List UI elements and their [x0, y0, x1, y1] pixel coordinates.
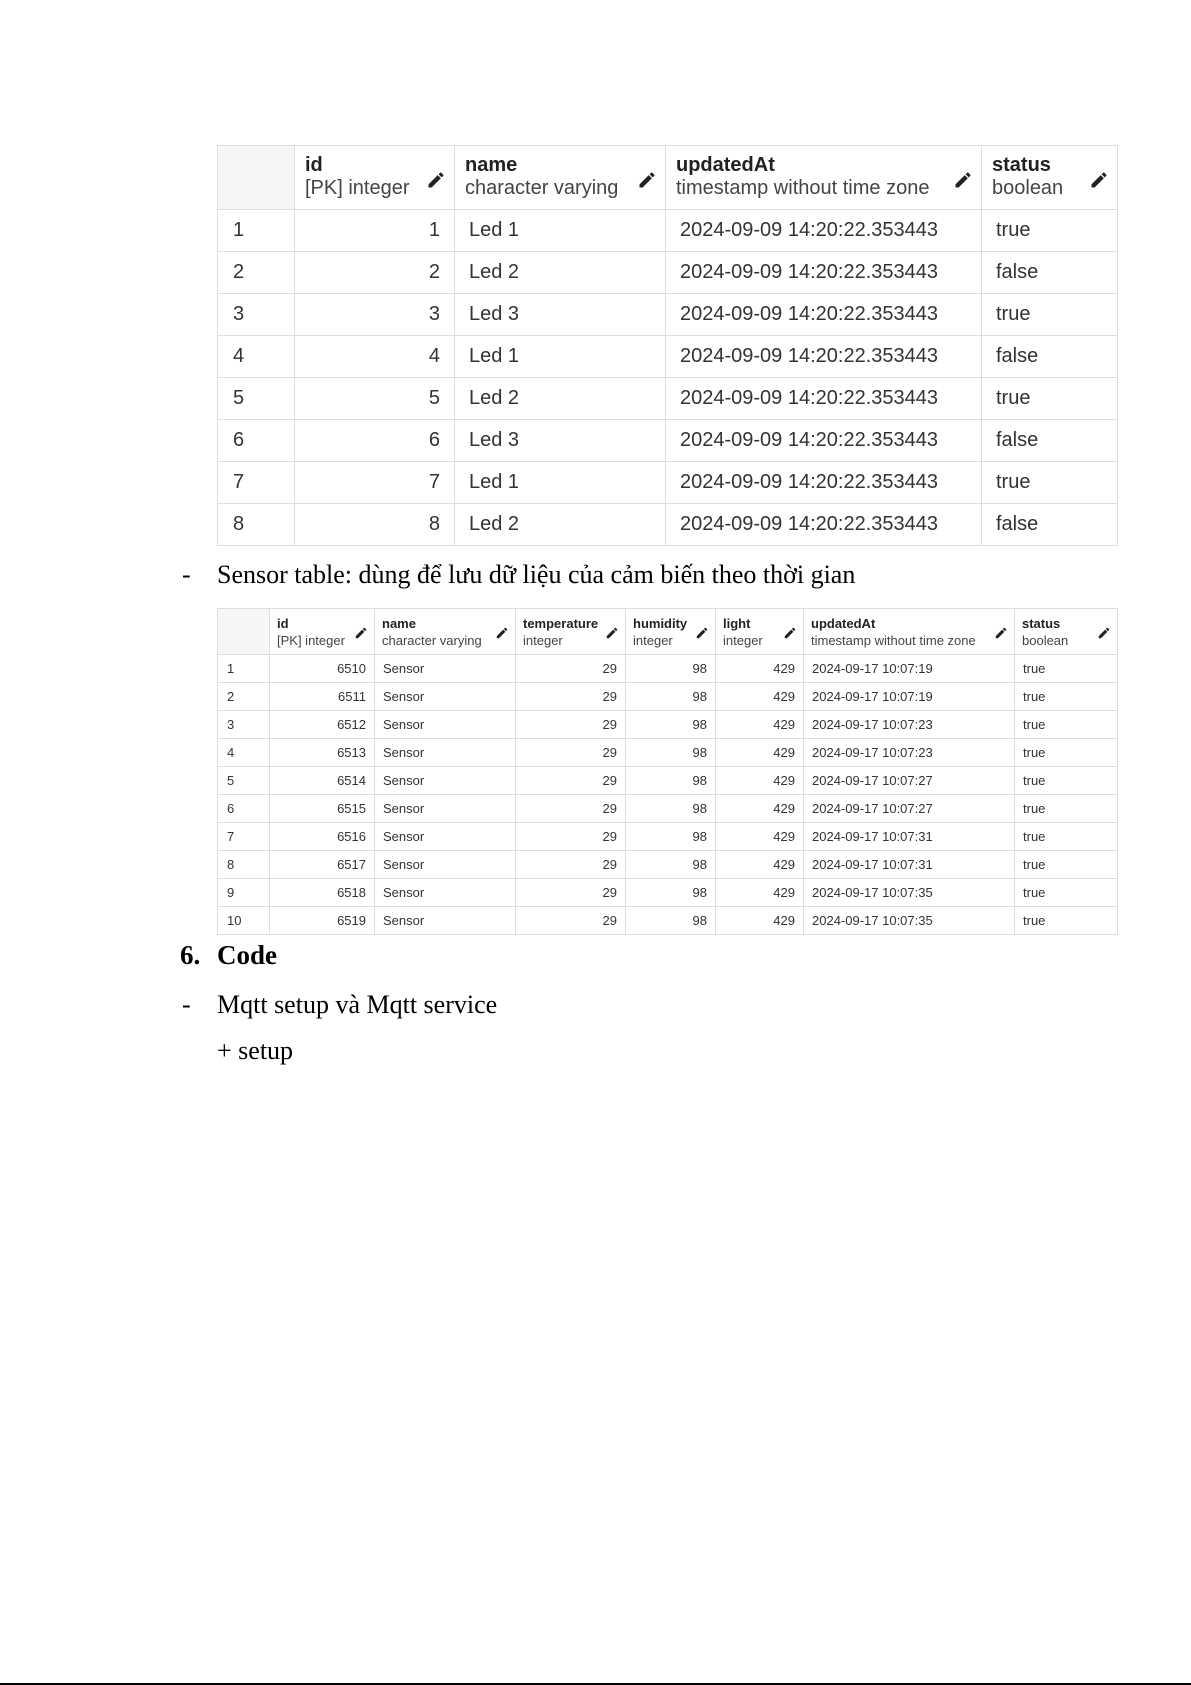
column-header-humidity[interactable] — [626, 609, 716, 655]
cell-humidity[interactable]: 98 — [626, 683, 716, 711]
cell-id[interactable]: 6512 — [270, 711, 375, 739]
row-number: 1 — [218, 210, 295, 252]
cell-status[interactable]: false — [982, 504, 1118, 546]
section-title: Code — [217, 940, 277, 970]
cell-name[interactable]: Led 3 — [455, 294, 666, 336]
cell-updatedat[interactable]: 2024-09-17 10:07:31 — [804, 851, 1015, 879]
table-row[interactable] — [218, 683, 1118, 711]
row-number: 8 — [218, 504, 295, 546]
cell-id[interactable]: 6517 — [270, 851, 375, 879]
cell-status[interactable]: true — [982, 378, 1118, 420]
table-row[interactable] — [218, 795, 1118, 823]
cell-humidity[interactable]: 98 — [626, 711, 716, 739]
cell-status[interactable]: true — [1015, 879, 1118, 907]
cell-id[interactable]: 6510 — [270, 655, 375, 683]
cell-temperature[interactable]: 29 — [516, 907, 626, 935]
column-name: id — [305, 154, 323, 176]
cell-humidity[interactable]: 98 — [626, 795, 716, 823]
cell-status[interactable]: true — [1015, 711, 1118, 739]
cell-id[interactable]: 4 — [295, 336, 455, 378]
cell-status[interactable]: true — [1015, 655, 1118, 683]
cell-id[interactable]: 6 — [295, 420, 455, 462]
column-header-name[interactable] — [455, 146, 666, 210]
column-type: character varying — [382, 633, 482, 648]
column-type: boolean — [992, 177, 1064, 199]
cell-status[interactable]: true — [982, 294, 1118, 336]
row-number: 4 — [218, 739, 270, 767]
cell-temperature[interactable]: 29 — [516, 823, 626, 851]
cell-status[interactable]: false — [982, 252, 1118, 294]
cell-status[interactable]: true — [1015, 767, 1118, 795]
row-number: 5 — [218, 767, 270, 795]
table-row[interactable] — [218, 711, 1118, 739]
cell-name[interactable]: Led 2 — [455, 378, 666, 420]
pencil-icon[interactable] — [426, 170, 446, 190]
cell-humidity[interactable]: 98 — [626, 655, 716, 683]
cell-id[interactable]: 7 — [295, 462, 455, 504]
pencil-icon[interactable] — [637, 170, 657, 190]
cell-updatedat[interactable]: 2024-09-17 10:07:23 — [804, 739, 1015, 767]
cell-temperature[interactable]: 29 — [516, 767, 626, 795]
column-name: id — [277, 616, 289, 631]
row-number: 1 — [218, 655, 270, 683]
row-number: 9 — [218, 879, 270, 907]
cell-light[interactable]: 429 — [716, 823, 804, 851]
cell-light[interactable]: 429 — [716, 767, 804, 795]
cell-status[interactable]: true — [1015, 739, 1118, 767]
pencil-icon[interactable] — [994, 626, 1008, 640]
cell-status[interactable]: true — [1015, 907, 1118, 935]
row-number-header — [218, 146, 295, 210]
led-table-header-row — [218, 146, 1118, 210]
cell-name[interactable]: Led 1 — [455, 462, 666, 504]
setup-label: + setup — [217, 1036, 294, 1065]
cell-updatedat[interactable]: 2024-09-09 14:20:22.353443 — [666, 504, 982, 546]
column-name: temperature — [523, 616, 599, 631]
column-header-id[interactable] — [295, 146, 455, 210]
cell-name[interactable]: Led 2 — [455, 504, 666, 546]
column-name: updatedAt — [676, 154, 775, 176]
bullet-dash: - — [182, 990, 191, 1019]
cell-id[interactable]: 6511 — [270, 683, 375, 711]
sensor-table-header-row — [218, 609, 1118, 655]
table-row[interactable] — [218, 378, 1118, 420]
column-header-updatedat[interactable] — [804, 609, 1015, 655]
cell-status[interactable]: true — [1015, 851, 1118, 879]
cell-humidity[interactable]: 98 — [626, 823, 716, 851]
row-number: 8 — [218, 851, 270, 879]
cell-name[interactable]: Sensor — [375, 767, 516, 795]
cell-light[interactable]: 429 — [716, 711, 804, 739]
cell-humidity[interactable]: 98 — [626, 907, 716, 935]
column-name: light — [723, 616, 751, 631]
pencil-icon[interactable] — [695, 626, 709, 640]
row-number: 4 — [218, 336, 295, 378]
cell-humidity[interactable]: 98 — [626, 851, 716, 879]
column-type: character varying — [465, 177, 619, 199]
row-number: 2 — [218, 683, 270, 711]
table-row[interactable] — [218, 252, 1118, 294]
pencil-icon[interactable] — [605, 626, 619, 640]
cell-updatedat[interactable]: 2024-09-09 14:20:22.353443 — [666, 378, 982, 420]
row-number: 6 — [218, 420, 295, 462]
pencil-icon[interactable] — [495, 626, 509, 640]
cell-light[interactable]: 429 — [716, 739, 804, 767]
cell-id[interactable]: 8 — [295, 504, 455, 546]
cell-updatedat[interactable]: 2024-09-17 10:07:31 — [804, 823, 1015, 851]
column-header-id[interactable] — [270, 609, 375, 655]
cell-status[interactable]: true — [1015, 683, 1118, 711]
cell-id[interactable]: 3 — [295, 294, 455, 336]
cell-humidity[interactable]: 98 — [626, 739, 716, 767]
cell-updatedat[interactable]: 2024-09-17 10:07:27 — [804, 795, 1015, 823]
led-table — [217, 145, 1118, 546]
column-header-temperature[interactable] — [516, 609, 626, 655]
column-name: status — [1022, 616, 1061, 631]
cell-temperature[interactable]: 29 — [516, 739, 626, 767]
cell-id[interactable]: 6515 — [270, 795, 375, 823]
cell-status[interactable]: true — [982, 210, 1118, 252]
bullet-dash: - — [182, 560, 191, 589]
cell-temperature[interactable]: 29 — [516, 851, 626, 879]
cell-id[interactable]: 5 — [295, 378, 455, 420]
pencil-icon[interactable] — [783, 626, 797, 640]
row-number: 2 — [218, 252, 295, 294]
cell-id[interactable]: 1 — [295, 210, 455, 252]
cell-temperature[interactable]: 29 — [516, 655, 626, 683]
cell-updatedat[interactable]: 2024-09-17 10:07:35 — [804, 907, 1015, 935]
row-number: 6 — [218, 795, 270, 823]
cell-name[interactable]: Led 1 — [455, 210, 666, 252]
table-row[interactable] — [218, 879, 1118, 907]
cell-id[interactable]: 2 — [295, 252, 455, 294]
table-row[interactable] — [218, 767, 1118, 795]
cell-light[interactable]: 429 — [716, 683, 804, 711]
column-type: integer — [633, 633, 673, 648]
table-row[interactable] — [218, 294, 1118, 336]
cell-status[interactable]: false — [982, 420, 1118, 462]
column-type: boolean — [1022, 633, 1069, 648]
cell-id[interactable]: 6514 — [270, 767, 375, 795]
pencil-icon[interactable] — [1089, 170, 1109, 190]
cell-temperature[interactable]: 29 — [516, 879, 626, 907]
column-name: updatedAt — [811, 616, 876, 631]
cell-id[interactable]: 6518 — [270, 879, 375, 907]
cell-updatedat[interactable]: 2024-09-09 14:20:22.353443 — [666, 336, 982, 378]
cell-id[interactable]: 6519 — [270, 907, 375, 935]
table-row[interactable] — [218, 851, 1118, 879]
cell-name[interactable]: Sensor — [375, 907, 516, 935]
cell-humidity[interactable]: 98 — [626, 879, 716, 907]
cell-light[interactable]: 429 — [716, 655, 804, 683]
cell-id[interactable]: 6516 — [270, 823, 375, 851]
column-header-status[interactable] — [1015, 609, 1118, 655]
cell-name[interactable]: Sensor — [375, 683, 516, 711]
cell-updatedat[interactable]: 2024-09-17 10:07:27 — [804, 767, 1015, 795]
mqtt-description: Mqtt setup và Mqtt service — [217, 990, 498, 1019]
row-number: 3 — [218, 711, 270, 739]
cell-updatedat[interactable]: 2024-09-17 10:07:35 — [804, 879, 1015, 907]
cell-humidity[interactable]: 98 — [626, 767, 716, 795]
cell-updatedat[interactable]: 2024-09-17 10:07:19 — [804, 683, 1015, 711]
cell-updatedat[interactable]: 2024-09-09 14:20:22.353443 — [666, 294, 982, 336]
row-number-header — [218, 609, 270, 655]
cell-name[interactable]: Sensor — [375, 795, 516, 823]
cell-updatedat[interactable]: 2024-09-17 10:07:23 — [804, 711, 1015, 739]
column-name: name — [382, 616, 416, 631]
sensor-table — [217, 608, 1118, 935]
row-number: 7 — [218, 823, 270, 851]
cell-id[interactable]: 6513 — [270, 739, 375, 767]
column-type: [PK] integer — [277, 633, 345, 648]
cell-name[interactable]: Led 2 — [455, 252, 666, 294]
column-header-name[interactable] — [375, 609, 516, 655]
cell-temperature[interactable]: 29 — [516, 683, 626, 711]
pencil-icon[interactable] — [354, 626, 368, 640]
cell-light[interactable]: 429 — [716, 907, 804, 935]
cell-status[interactable]: true — [982, 462, 1118, 504]
column-header-updatedat[interactable] — [666, 146, 982, 210]
cell-light[interactable]: 429 — [716, 851, 804, 879]
table-row[interactable] — [218, 420, 1118, 462]
table-row[interactable] — [218, 336, 1118, 378]
cell-status[interactable]: true — [1015, 795, 1118, 823]
cell-name[interactable]: Sensor — [375, 655, 516, 683]
cell-temperature[interactable]: 29 — [516, 795, 626, 823]
column-type: integer — [523, 633, 563, 648]
cell-status[interactable]: false — [982, 336, 1118, 378]
cell-temperature[interactable]: 29 — [516, 711, 626, 739]
cell-name[interactable]: Sensor — [375, 879, 516, 907]
column-header-status[interactable] — [982, 146, 1118, 210]
row-number: 10 — [218, 907, 270, 935]
row-number: 7 — [218, 462, 295, 504]
cell-light[interactable]: 429 — [716, 879, 804, 907]
cell-name[interactable]: Sensor — [375, 711, 516, 739]
table-row[interactable] — [218, 823, 1118, 851]
table-row[interactable] — [218, 504, 1118, 546]
column-type: timestamp without time zone — [676, 177, 930, 199]
column-name: humidity — [633, 616, 688, 631]
table-row[interactable] — [218, 210, 1118, 252]
cell-light[interactable]: 429 — [716, 795, 804, 823]
cell-name[interactable]: Led 3 — [455, 420, 666, 462]
column-type: [PK] integer — [305, 177, 410, 199]
cell-name[interactable]: Sensor — [375, 851, 516, 879]
column-header-light[interactable] — [716, 609, 804, 655]
column-name: status — [992, 154, 1051, 176]
table-row[interactable] — [218, 907, 1118, 935]
pencil-icon[interactable] — [1097, 626, 1111, 640]
row-number: 5 — [218, 378, 295, 420]
pencil-icon[interactable] — [953, 170, 973, 190]
cell-name[interactable]: Led 1 — [455, 336, 666, 378]
cell-updatedat[interactable]: 2024-09-09 14:20:22.353443 — [666, 420, 982, 462]
cell-updatedat[interactable]: 2024-09-09 14:20:22.353443 — [666, 210, 982, 252]
column-type: timestamp without time zone — [811, 633, 976, 648]
section-number: 6. — [180, 940, 201, 970]
cell-name[interactable]: Sensor — [375, 823, 516, 851]
cell-updatedat[interactable]: 2024-09-09 14:20:22.353443 — [666, 252, 982, 294]
cell-status[interactable]: true — [1015, 823, 1118, 851]
cell-name[interactable]: Sensor — [375, 739, 516, 767]
row-number: 3 — [218, 294, 295, 336]
column-type: integer — [723, 633, 763, 648]
table-row[interactable] — [218, 462, 1118, 504]
column-name: name — [465, 154, 518, 176]
table-row[interactable] — [218, 739, 1118, 767]
cell-updatedat[interactable]: 2024-09-09 14:20:22.353443 — [666, 462, 982, 504]
cell-updatedat[interactable]: 2024-09-17 10:07:19 — [804, 655, 1015, 683]
table-row[interactable] — [218, 655, 1118, 683]
sensor-table-caption: Sensor table: dùng để lưu dữ liệu của cảm biến theo thời gian — [217, 560, 856, 589]
